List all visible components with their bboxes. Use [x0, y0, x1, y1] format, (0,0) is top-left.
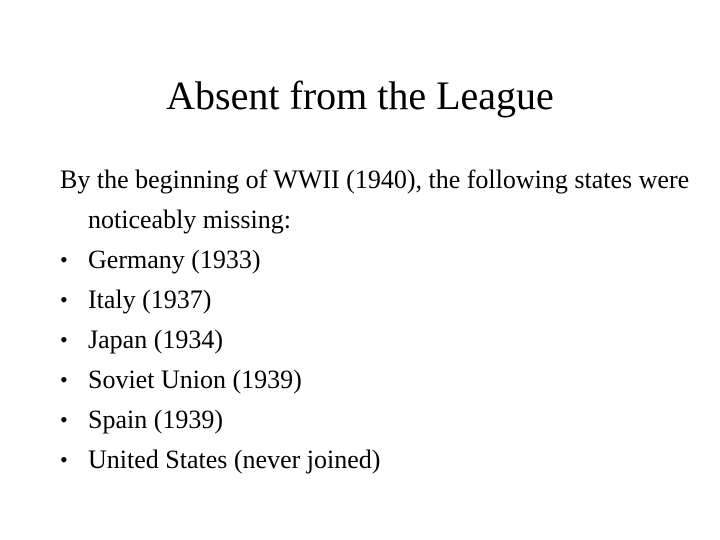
list-item-label: Japan (1934) [88, 325, 224, 354]
list-item-label: Soviet Union (1939) [88, 365, 302, 394]
list-item [60, 320, 700, 360]
bullet-icon: • [60, 407, 68, 432]
absent-states-list [60, 240, 700, 480]
list-item [60, 240, 700, 280]
slide-title: Absent from the League [166, 73, 554, 118]
list-item-label: Italy (1937) [88, 285, 212, 314]
intro-text: By the beginning of WWII (1940), the following states were noticeably missing: [60, 165, 690, 234]
bullet-icon: • [60, 367, 68, 392]
bullet-icon: • [60, 247, 68, 272]
bullet-icon: • [60, 287, 68, 312]
list-item [60, 440, 700, 480]
list-item-label: Germany (1933) [88, 245, 261, 274]
list-item [60, 360, 700, 400]
list-item-label: Spain (1939) [88, 405, 224, 434]
bullet-icon: • [60, 327, 68, 352]
bullet-icon: • [60, 447, 68, 472]
slide-body [60, 160, 700, 480]
list-item [60, 400, 700, 440]
list-item-label: United States (never joined) [88, 445, 381, 474]
list-item [60, 280, 700, 320]
